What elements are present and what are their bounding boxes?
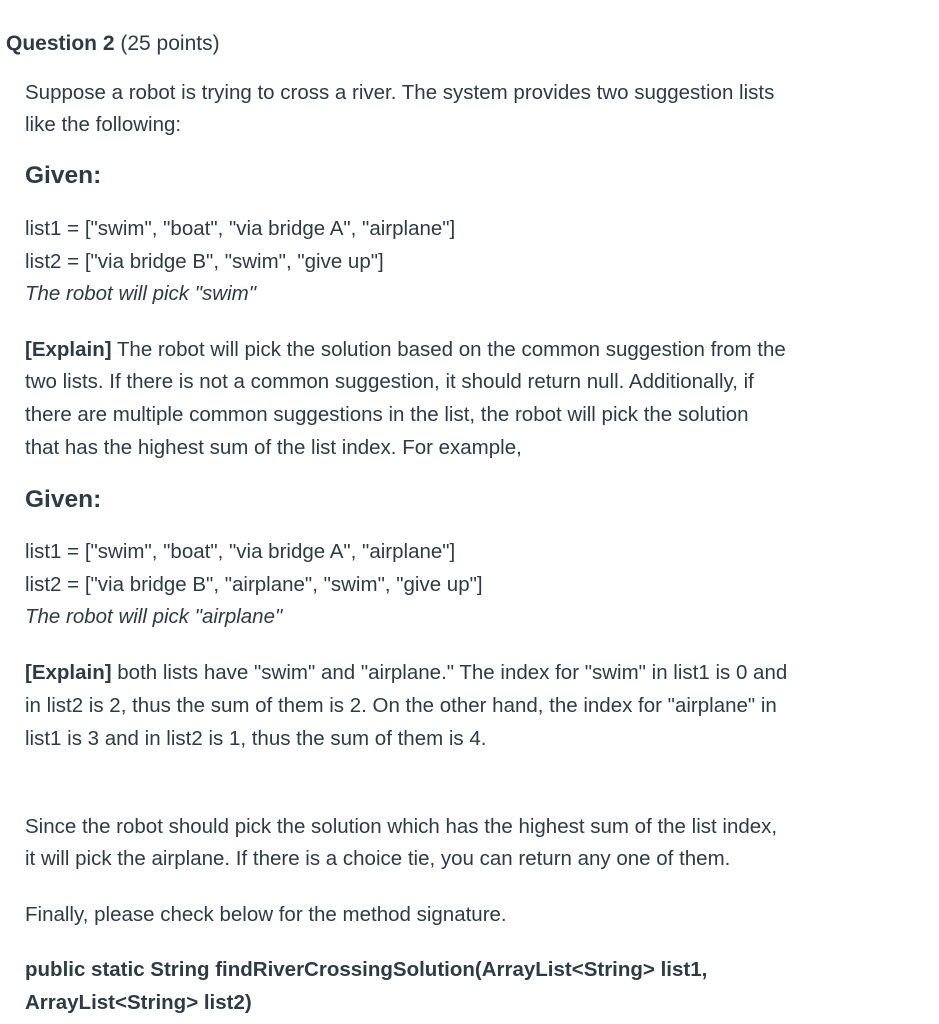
explain2-line-2: in list2 is 2, thus the sum of them is 2. On the other hand, the index for "airplane" in xyxy=(25,694,777,717)
explain2-line-1 xyxy=(25,660,787,686)
question-points: (25 points) xyxy=(120,32,220,55)
given-heading-2: Given: xyxy=(25,486,102,513)
given-heading-1: Given: xyxy=(25,162,102,189)
example2-list1: list1 = ["swim", "boat", "via bridge A", "airplane"] xyxy=(25,540,456,563)
intro-line-1: Suppose a robot is trying to cross a river. The system provides two suggestion lists xyxy=(25,81,775,104)
explain1-label: [Explain] xyxy=(25,338,112,361)
conclusion-line-1: Since the robot should pick the solution which has the highest sum of the list index, xyxy=(25,815,778,838)
example2-list2: list2 = ["via bridge B", "airplane", "swim", "give up"] xyxy=(25,573,483,596)
question-header xyxy=(6,32,220,56)
example1-result: The robot will pick "swim" xyxy=(25,282,256,305)
signature-line-2: ArrayList<String> list2) xyxy=(25,991,252,1014)
explain1-line-3: there are multiple common suggestions in the list, the robot will pick the solution xyxy=(25,403,749,426)
explain2-label: [Explain] xyxy=(25,661,112,684)
explain2-line-3: list1 is 3 and in list2 is 1, thus the sum of them is 4. xyxy=(25,727,487,750)
question-title: Question 2 xyxy=(6,32,115,55)
explain1-line-4: that has the highest sum of the list index. For example, xyxy=(25,436,522,459)
explain1-line-1-text: The robot will pick the solution based on the common suggestion from the xyxy=(111,338,786,361)
explain1-line-2: two lists. If there is not a common suggestion, it should return null. Additionally, if xyxy=(25,370,754,393)
signature-line-1: public static String findRiverCrossingSolution(ArrayList<String> list1, xyxy=(25,958,708,981)
signature-intro: Finally, please check below for the method signature. xyxy=(25,903,507,926)
intro-line-2: like the following: xyxy=(25,113,182,136)
explain1-line-1 xyxy=(25,337,786,363)
conclusion-line-2: it will pick the airplane. If there is a choice tie, you can return any one of them. xyxy=(25,847,731,870)
example2-result: The robot will pick "airplane" xyxy=(25,605,283,628)
explain2-line-1-text: both lists have "swim" and "airplane." The index for "swim" in list1 is 0 and xyxy=(111,661,788,684)
example1-list2: list2 = ["via bridge B", "swim", "give up"] xyxy=(25,250,384,273)
example1-list1: list1 = ["swim", "boat", "via bridge A", "airplane"] xyxy=(25,217,456,240)
